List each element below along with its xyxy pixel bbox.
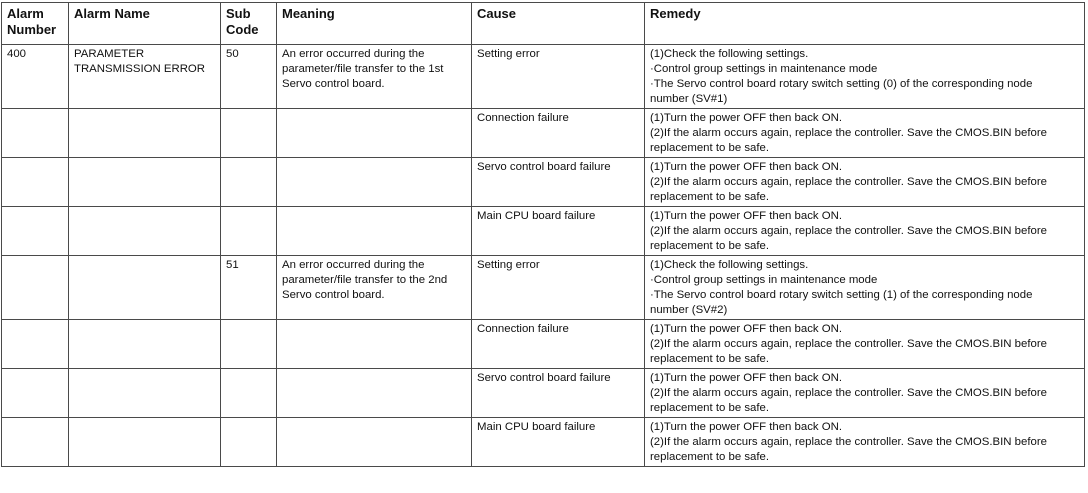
meaning-cell [277, 418, 472, 467]
remedy-cell: (1)Turn the power OFF then back ON. (2)If the alarm occurs again, replace the controller. Save the CMOS.BIN before replacement to be safe. [645, 320, 1085, 369]
table-row [2, 109, 1085, 158]
alarm-name-cell [69, 418, 221, 467]
alarm-name-cell: PARAMETER TRANSMISSION ERROR [69, 45, 221, 109]
sub-code-cell: 51 [221, 256, 277, 320]
remedy-cell: (1)Turn the power OFF then back ON. (2)If the alarm occurs again, replace the controller. Save the CMOS.BIN before replacement to be safe. [645, 158, 1085, 207]
alarm-number-cell [2, 109, 69, 158]
remedy-cell: (1)Turn the power OFF then back ON. (2)If the alarm occurs again, replace the controller. Save the CMOS.BIN before replacement to be safe. [645, 207, 1085, 256]
cause-cell: Main CPU board failure [472, 207, 645, 256]
alarm-number-cell: 400 [2, 45, 69, 109]
alarm-name-cell [69, 256, 221, 320]
table-row [2, 256, 1085, 320]
alarm-number-cell [2, 418, 69, 467]
sub-code-cell [221, 207, 277, 256]
header-cause: Cause [472, 3, 645, 45]
remedy-cell: (1)Turn the power OFF then back ON. (2)If the alarm occurs again, replace the controller. Save the CMOS.BIN before replacement to be safe. [645, 369, 1085, 418]
cause-cell: Setting error [472, 256, 645, 320]
remedy-cell: (1)Turn the power OFF then back ON. (2)If the alarm occurs again, replace the controller. Save the CMOS.BIN before replacement to be safe. [645, 109, 1085, 158]
remedy-cell: (1)Turn the power OFF then back ON. (2)If the alarm occurs again, replace the controller. Save the CMOS.BIN before replacement to be safe. [645, 418, 1085, 467]
header-alarm-name: Alarm Name [69, 3, 221, 45]
table-row [2, 45, 1085, 109]
sub-code-cell [221, 418, 277, 467]
sub-code-cell [221, 109, 277, 158]
table-row [2, 207, 1085, 256]
sub-code-cell [221, 320, 277, 369]
alarm-table [1, 2, 1085, 467]
cause-cell: Servo control board failure [472, 369, 645, 418]
alarm-name-cell [69, 207, 221, 256]
remedy-cell: (1)Check the following settings. ·Control group settings in maintenance mode ·The Servo control board rotary switch setting (1) of the corresponding node number (SV#2) [645, 256, 1085, 320]
table-row [2, 369, 1085, 418]
header-meaning: Meaning [277, 3, 472, 45]
cause-cell: Main CPU board failure [472, 418, 645, 467]
cause-cell: Connection failure [472, 320, 645, 369]
meaning-cell [277, 158, 472, 207]
remedy-cell: (1)Check the following settings. ·Control group settings in maintenance mode ·The Servo control board rotary switch setting (0) of the corresponding node number (SV#1) [645, 45, 1085, 109]
alarm-number-cell [2, 207, 69, 256]
alarm-number-cell [2, 320, 69, 369]
cause-cell: Setting error [472, 45, 645, 109]
meaning-cell: An error occurred during the parameter/file transfer to the 1st Servo control board. [277, 45, 472, 109]
alarm-name-cell [69, 320, 221, 369]
table-row [2, 418, 1085, 467]
alarm-number-cell [2, 158, 69, 207]
sub-code-cell [221, 158, 277, 207]
alarm-name-cell [69, 369, 221, 418]
alarm-name-cell [69, 158, 221, 207]
header-remedy: Remedy [645, 3, 1085, 45]
table-row [2, 320, 1085, 369]
alarm-number-cell [2, 369, 69, 418]
cause-cell: Connection failure [472, 109, 645, 158]
meaning-cell: An error occurred during the parameter/file transfer to the 2nd Servo control board. [277, 256, 472, 320]
cause-cell: Servo control board failure [472, 158, 645, 207]
alarm-number-cell [2, 256, 69, 320]
meaning-cell [277, 369, 472, 418]
sub-code-cell: 50 [221, 45, 277, 109]
header-row [2, 3, 1085, 45]
sub-code-cell [221, 369, 277, 418]
header-alarm-number: Alarm Number [2, 3, 69, 45]
header-sub-code: Sub Code [221, 3, 277, 45]
alarm-name-cell [69, 109, 221, 158]
meaning-cell [277, 320, 472, 369]
meaning-cell [277, 109, 472, 158]
table-row [2, 158, 1085, 207]
meaning-cell [277, 207, 472, 256]
